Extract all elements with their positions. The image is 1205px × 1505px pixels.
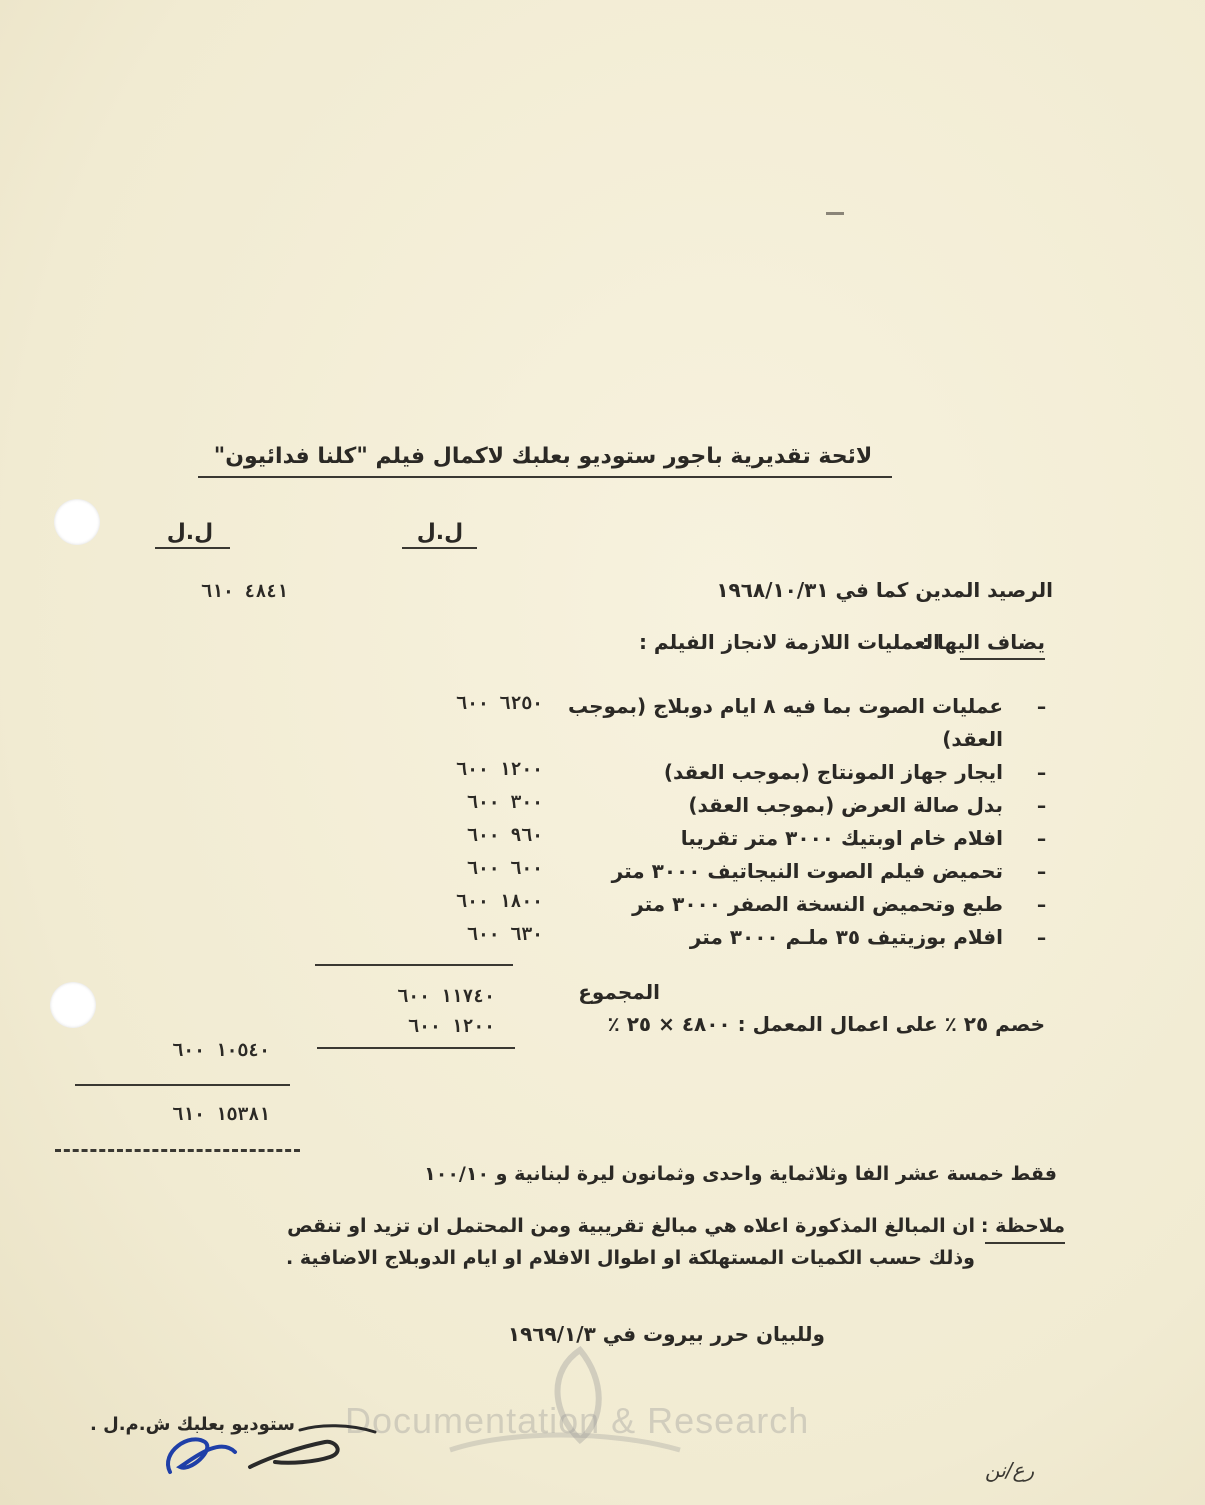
list-dash: ـ — [1038, 822, 1045, 846]
item-label: بدل صالة العرض (بموجب العقد) — [688, 793, 1003, 817]
subtotal-rule — [315, 964, 513, 966]
total-label: المجموع — [578, 980, 660, 1004]
added-label: يضاف اليها : — [921, 630, 1045, 654]
date-line: وللبيان حرر بيروت في ١٩٦٩/١/٣ — [507, 1322, 825, 1346]
balance-amount: ٤٨٤١ ٦١٠ — [201, 581, 288, 602]
cost-items-list — [345, 690, 1045, 954]
item-label: تحميض فيلم الصوت النيجاتيف ٣٠٠٠ متر — [611, 859, 1003, 883]
list-dash: ـ — [1038, 690, 1045, 714]
grand-total-amount: ١٥٣٨١ ٦١٠ — [172, 1104, 270, 1125]
list-dash: ـ — [1038, 888, 1045, 912]
list-item — [345, 921, 1045, 954]
company-signature: ستوديو بعلبك ش.م.ل . — [90, 1414, 295, 1435]
balance-label: الرصيد المدين كما في ١٩٦٨/١٠/٣١ — [716, 578, 1053, 602]
item-amount: ١٨٠٠ ٦٠٠ — [456, 891, 543, 912]
list-dash: ـ — [1038, 789, 1045, 813]
item-amount: ١٢٠٠ ٦٠٠ — [456, 759, 543, 780]
item-amount: ٦٢٥٠ ٦٠٠ — [456, 693, 543, 714]
discount-amount: ١٢٠٠ ٦٠٠ — [408, 1016, 495, 1037]
currency-header-col1: ل.ل — [166, 520, 214, 545]
title-underline — [198, 476, 892, 478]
list-dash: ـ — [1038, 855, 1045, 879]
note-label-underline — [985, 1242, 1065, 1244]
reference-code: رع/نن — [985, 1458, 1035, 1482]
item-amount: ٩٦٠ ٦٠٠ — [467, 825, 543, 846]
grand-total-dashed-rule — [55, 1149, 300, 1152]
list-item — [345, 822, 1045, 855]
list-item — [345, 855, 1045, 888]
added-label-underline — [960, 658, 1045, 660]
currency-underline-col1 — [155, 547, 230, 549]
discount-label: خصم ٢٥ ٪ على اعمال المعمل : ٤٨٠٠ × ٢٥ ٪ — [607, 1012, 1045, 1036]
handwritten-signature-icon — [150, 1412, 390, 1492]
stray-mark — [826, 212, 844, 215]
list-item — [345, 690, 1045, 756]
watermark-text: Documentation & Research — [345, 1400, 810, 1441]
amount-in-words: فقط خمسة عشر الفا وثلاثماية واحدى وثمانون ليرة لبنانية و ١٠٠/١٠ — [424, 1163, 1057, 1185]
punch-hole-bottom — [50, 982, 96, 1028]
item-label: افلام بوزيتيف ٣٥ ملـم ٣٠٠٠ متر — [689, 925, 1003, 949]
grand-total-rule — [75, 1084, 290, 1086]
added-text: العمليات اللازمة لانجاز الفيلم : — [638, 630, 940, 654]
document-title: لائحة تقديرية باجور ستوديو بعلبك لاكمال فيلم "كلنا فدائيون" — [213, 444, 873, 469]
list-item — [345, 756, 1045, 789]
note-label: ملاحظة : — [980, 1215, 1065, 1237]
discount-rule — [317, 1047, 515, 1049]
note-line-1: ان المبالغ المذكورة اعلاه هي مبالغ تقريبية ومن المحتمل ان تزيد او تنقص — [287, 1215, 975, 1237]
list-item — [345, 888, 1045, 921]
total-amount: ١١٧٤٠ ٦٠٠ — [397, 986, 495, 1007]
net-amount: ١٠٥٤٠ ٦٠٠ — [172, 1040, 270, 1061]
currency-header-col2: ل.ل — [416, 520, 464, 545]
item-label: عمليات الصوت بما فيه ٨ ايام دوبلاج (بموجب العقد) — [567, 694, 1003, 751]
item-label: طبع وتحميض النسخة الصفر ٣٠٠٠ متر — [632, 892, 1003, 916]
list-item — [345, 789, 1045, 822]
item-amount: ٦٣٠ ٦٠٠ — [467, 924, 543, 945]
item-amount: ٦٠٠ ٦٠٠ — [467, 858, 543, 879]
list-dash: ـ — [1038, 921, 1045, 945]
list-dash: ـ — [1038, 756, 1045, 780]
note-line-2: وذلك حسب الكميات المستهلكة او اطوال الافلام او ايام الدوبلاج الاضافية . — [286, 1247, 975, 1269]
item-label: افلام خام اوبتيك ٣٠٠٠ متر تقريبا — [680, 826, 1003, 850]
item-label: ايجار جهاز المونتاج (بموجب العقد) — [663, 760, 1003, 784]
item-amount: ٣٠٠ ٦٠٠ — [467, 792, 543, 813]
punch-hole-top — [54, 499, 100, 545]
currency-underline-col2 — [402, 547, 477, 549]
